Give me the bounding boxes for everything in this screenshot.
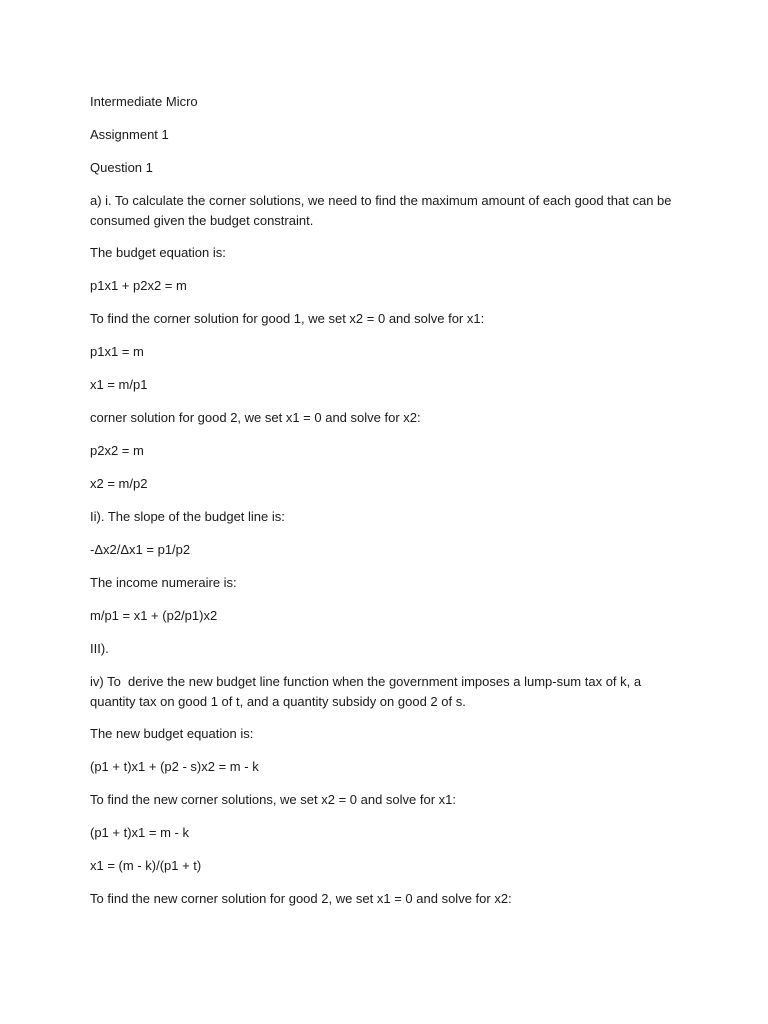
paragraph-new-budget: iv) To derive the new budget line function when the government imposes a lump-sum tax of k, a quantity tax on good 1 of t, and a quantity subsidy on good 2 of s. xyxy=(90,674,645,709)
equation-new-x1: x1 = (m - k)/(p1 + t) xyxy=(90,858,202,873)
equation-new-p1x1: (p1 + t)x1 = m - k xyxy=(90,825,189,840)
equation-slope: -Δx2/Δx1 = p1/p2 xyxy=(90,542,191,557)
equation-p1x1: p1x1 = m xyxy=(90,344,144,359)
paragraph-budget-label: The budget equation is: xyxy=(90,245,226,260)
paragraph-corner-good1: To find the corner solution for good 1, we set x2 = 0 and solve for x1: xyxy=(90,311,485,326)
paragraph-new-corner-good1: To find the new corner solutions, we set x2 = 0 and solve for x1: xyxy=(90,792,457,807)
document-title: Intermediate Micro xyxy=(90,94,198,109)
equation-x2: x2 = m/p2 xyxy=(90,476,148,491)
equation-x1: x1 = m/p1 xyxy=(90,377,148,392)
paragraph-numeraire: The income numeraire is: xyxy=(90,575,237,590)
paragraph-new-equation-label: The new budget equation is: xyxy=(90,726,254,741)
paragraph-new-corner-good2: To find the new corner solution for good 2, we set x1 = 0 and solve for x2: xyxy=(90,891,512,906)
assignment-heading: Assignment 1 xyxy=(90,127,169,142)
paragraph-corner-good2: corner solution for good 2, we set x1 = 0 and solve for x2: xyxy=(90,410,421,425)
paragraph-corner-intro: a) i. To calculate the corner solutions, we need to find the maximum amount of each good that can be consumed given the budget constraint. xyxy=(90,193,676,228)
equation-budget: p1x1 + p2x2 = m xyxy=(90,278,187,293)
paragraph-slope: Ii). The slope of the budget line is: xyxy=(90,509,285,524)
equation-new-budget: (p1 + t)x1 + (p2 - s)x2 = m - k xyxy=(90,759,259,774)
question-heading: Question 1 xyxy=(90,160,153,175)
equation-p2x2: p2x2 = m xyxy=(90,443,144,458)
equation-numeraire: m/p1 = x1 + (p2/p1)x2 xyxy=(90,608,218,623)
section-iii: III). xyxy=(90,641,109,656)
